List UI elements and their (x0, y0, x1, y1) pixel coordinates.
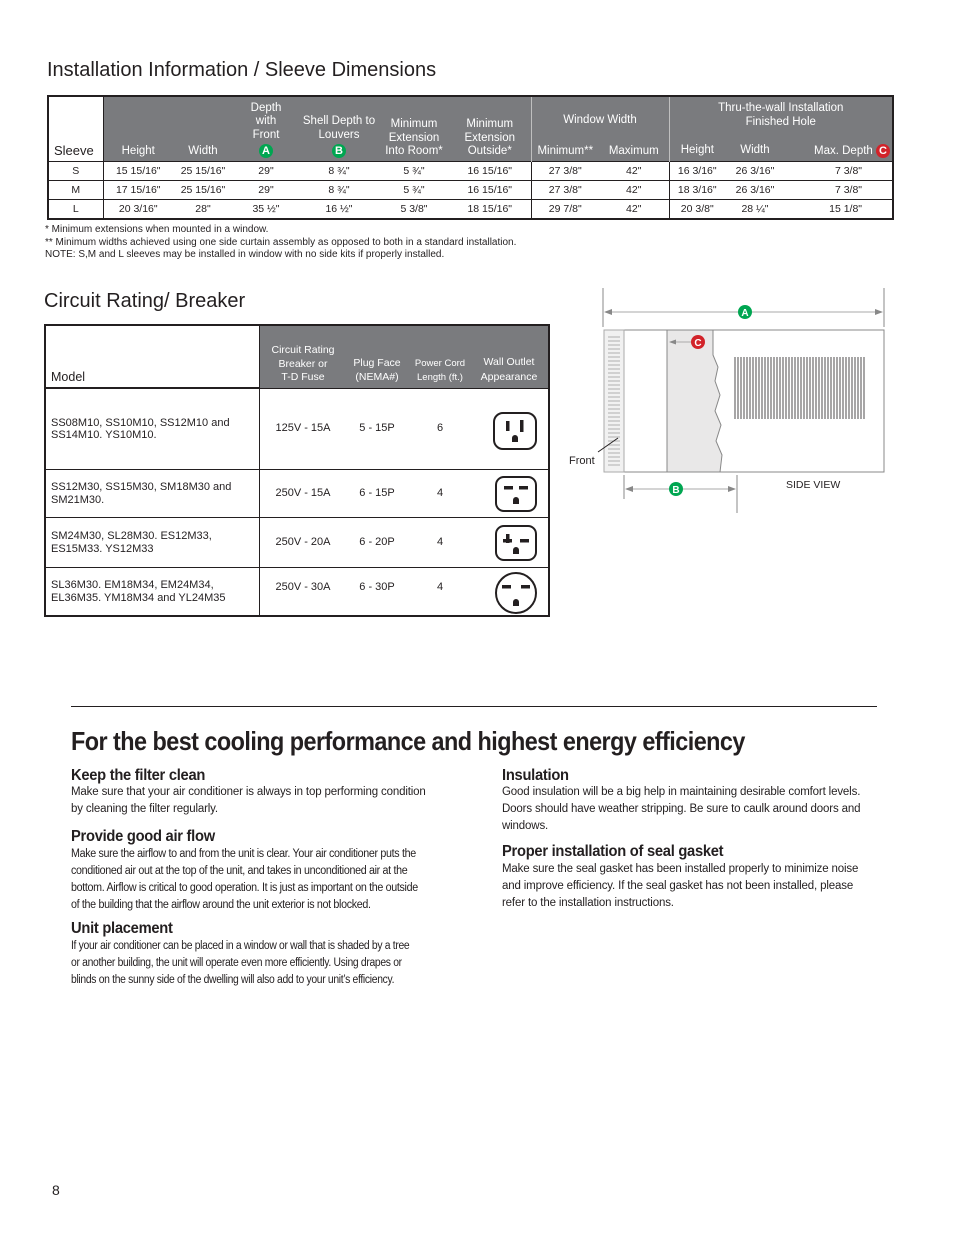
ww-max-cell: 42" (599, 162, 669, 181)
ext-room-cell: 5 ¾" (379, 181, 449, 200)
insulation-text (502, 784, 887, 835)
tw-width-cell: 26 3/16" (725, 162, 785, 181)
placement-text (71, 938, 413, 989)
table-row (48, 200, 893, 219)
marker-c-label: C (694, 338, 702, 349)
width-cell: 25 15/16" (173, 181, 233, 200)
model-cell (46, 470, 260, 517)
footnote-note: NOTE: S,M and L sleeves may be installed in window with no side kits if properly installed. (45, 249, 445, 260)
model-line: EL36M35. YM18M34 and YL24M35 (51, 591, 226, 604)
height-header: Height (103, 96, 173, 162)
text-line: conditioned air out at the top of the unit, and takes in unconditioned air at the (71, 865, 408, 877)
side-view-diagram (560, 285, 890, 517)
circuit-rating-table (44, 324, 550, 617)
sleeve-dimensions-table (47, 95, 894, 220)
plug-header-line: (NEMA#) (355, 370, 399, 383)
ext-out-cell: 18 15/16" (449, 200, 531, 219)
text-line: refer to the installation instructions. (502, 897, 674, 909)
height-cell: 15 15/16" (103, 162, 173, 181)
tips-title: For the best cooling performance and highest energy efficiency (71, 726, 745, 756)
thru-wall-header (669, 96, 893, 162)
tw-max-depth-header: Max. Depth (814, 144, 873, 157)
cord-header (408, 357, 472, 384)
side-view-label: SIDE VIEW (786, 479, 841, 491)
plug-cell: 6 - 20P (359, 536, 395, 548)
ext-out-cell: 16 15/16" (449, 162, 531, 181)
depth-front-label: Depth with Front (250, 102, 282, 141)
table-row (46, 388, 548, 469)
badge-a-icon: A (259, 144, 273, 158)
air-flow-text (71, 846, 424, 914)
marker-a-label: A (741, 308, 749, 319)
tw-width-cell: 26 3/16" (725, 181, 785, 200)
cord-cell: 6 (436, 422, 444, 434)
shell-cell: 8 ¾" (299, 181, 379, 200)
keep-filter-text (71, 784, 451, 818)
min-ext-outside-header: Minimum Extension Outside* (449, 96, 531, 162)
front-label: Front (569, 455, 595, 467)
ww-max-cell: 42" (599, 200, 669, 219)
text-line: bottom. Airflow is critical to good operation. It is just as important on the outside (71, 882, 418, 894)
table-row (48, 181, 893, 200)
shell-cell: 16 ½" (299, 200, 379, 219)
model-line: SS14M10. YS10M10. (51, 429, 157, 441)
sleeve-cell: S (48, 162, 103, 181)
model-line: SS12M30, SS15M30, SM18M30 and (51, 481, 232, 493)
ww-max-cell: 42" (599, 181, 669, 200)
height-cell: 17 15/16" (103, 181, 173, 200)
model-line: SS08M10, SS10M10, SS12M10 and (51, 416, 230, 429)
height-cell: 20 3/16" (103, 200, 173, 219)
text-line: and improve efficiency. If the seal gasket has not been installed, please (502, 880, 854, 892)
text-line: windows. (502, 820, 549, 832)
tw-depth-cell: 15 1/8" (785, 200, 893, 219)
rating-header-line: Breaker or (278, 357, 328, 370)
text-line: or another building, the unit will operate even more efficiently. Using drapes or (71, 957, 402, 969)
badge-c-icon: C (876, 144, 890, 158)
shell-depth-header (299, 96, 379, 162)
model-cell (46, 568, 260, 615)
depth-cell: 29" (233, 181, 299, 200)
tw-height-cell: 20 3/8" (669, 200, 725, 219)
footnote-2: ** Minimum widths achieved using one side curtain assembly as opposed to both in a standard installation. (45, 237, 517, 248)
circuit-header (46, 326, 548, 388)
ext-room-cell: 5 3/8" (379, 200, 449, 219)
window-width-header (531, 96, 669, 162)
shell-depth-label: Shell Depth to Louvers (302, 115, 376, 141)
nema-6-20-outlet-icon (494, 524, 538, 562)
model-line: SL36M30. EM18M34, EM24M34, (51, 579, 214, 591)
ww-min-cell: 29 7/8" (531, 200, 599, 219)
nema-6-15-outlet-icon (494, 475, 538, 513)
ww-min-cell: 27 3/8" (531, 162, 599, 181)
plug-header-line: Plug Face (353, 357, 401, 369)
gasket-heading: Proper installation of seal gasket (502, 843, 724, 860)
text-line: of the building that the airflow around the unit exterior is not blocked. (71, 899, 371, 911)
width-header: Width (173, 96, 233, 162)
model-cell (46, 518, 260, 567)
tw-depth-cell: 7 3/8" (785, 181, 893, 200)
width-cell: 25 15/16" (173, 162, 233, 181)
ww-min-cell: 27 3/8" (531, 181, 599, 200)
placement-heading: Unit placement (71, 920, 173, 937)
sleeve-cell: M (48, 181, 103, 200)
cord-cell: 4 (436, 487, 444, 499)
gasket-text (502, 861, 887, 912)
ext-out-cell: 16 15/16" (449, 181, 531, 200)
depth-cell: 35 ½" (233, 200, 299, 219)
insulation-heading: Insulation (502, 767, 569, 784)
plug-cell: 6 - 30P (359, 581, 395, 593)
text-line: by cleaning the filter regularly. (71, 803, 218, 815)
rating-cell: 250V - 15A (275, 487, 331, 499)
tw-height-cell: 16 3/16" (669, 162, 725, 181)
cord-cell: 4 (436, 581, 444, 593)
air-flow-heading: Provide good air flow (71, 828, 215, 845)
model-header-cell (46, 326, 260, 388)
air-conditioner-side-view (560, 285, 890, 517)
text-line: blinds on the sunny side of the dwelling will also add to your unit’s efficiency. (71, 974, 395, 986)
ww-min-header: Minimum** (537, 144, 594, 157)
marker-b-label: B (672, 485, 680, 496)
depth-cell: 29" (233, 162, 299, 181)
plug-header (346, 357, 408, 384)
text-line: Make sure the seal gasket has been installed properly to minimize noise (502, 863, 859, 875)
sleeve-cell: L (48, 200, 103, 219)
plug-cell: 6 - 15P (359, 487, 395, 499)
tw-depth-cell: 7 3/8" (785, 162, 893, 181)
rating-header-line: Circuit Rating (271, 344, 335, 356)
rating-cell: 250V - 20A (275, 536, 331, 548)
rating-cell: 250V - 30A (275, 581, 331, 593)
tw-width-header: Width (740, 144, 770, 157)
rating-header-line: T-D Fuse (281, 371, 325, 383)
model-line: SM21M30. (51, 493, 105, 506)
text-line: Doors should have weather stripping. Be sure to caulk around doors and (502, 803, 861, 815)
text-line: Make sure that your air conditioner is always in top performing condition (71, 786, 426, 798)
nema-6-30-outlet-icon (493, 571, 539, 615)
installation-title: Installation Information / Sleeve Dimensions (47, 59, 437, 81)
tw-height-header: Height (680, 144, 714, 157)
shell-cell: 8 ¾" (299, 162, 379, 181)
ww-max-header: Maximum (608, 144, 659, 157)
plug-cell: 5 - 15P (359, 422, 395, 434)
cord-cell: 4 (436, 536, 444, 548)
keep-filter-heading: Keep the filter clean (71, 767, 206, 784)
sleeve-header: Sleeve (48, 96, 103, 162)
min-ext-room-header: Minimum Extension Into Room* (379, 96, 449, 162)
outlet-header (472, 355, 546, 385)
text-line: Good insulation will be a big help in maintaining desirable comfort levels. (502, 786, 861, 798)
tw-width-cell: 28 ¼" (725, 200, 785, 219)
text-line: Make sure the airflow to and from the unit is clear. Your air conditioner puts the (71, 848, 416, 860)
thru-wall-label: Thru-the-wall Installation Finished Hole (718, 102, 844, 128)
table-row (48, 162, 893, 181)
table-row (46, 469, 548, 517)
sleeve-table-header-row (48, 96, 893, 162)
width-cell: 28" (173, 200, 233, 219)
model-header: Model (51, 370, 86, 384)
rating-header (260, 344, 346, 385)
model-line: SM24M30, SL28M30. ES12M33, (51, 530, 212, 542)
window-width-label: Window Width (563, 114, 637, 127)
model-line: ES15M33. YS12M33 (51, 542, 154, 555)
table-row (46, 567, 548, 615)
model-cell (46, 389, 260, 469)
tw-height-cell: 18 3/16" (669, 181, 725, 200)
text-line: If your air conditioner can be placed in a window or wall that is shaded by a tree (71, 940, 410, 952)
section-divider (71, 706, 877, 707)
table-row (46, 517, 548, 567)
circuit-title: Circuit Rating/ Breaker (44, 290, 246, 312)
ext-room-cell: 5 ¾" (379, 162, 449, 181)
page-number: 8 (52, 1182, 60, 1198)
rating-cell: 125V - 15A (275, 422, 331, 434)
outlet-header-line: Wall Outlet (483, 356, 535, 368)
nema-5-15-outlet-icon (492, 411, 538, 451)
cord-header-line: Length (ft.) (417, 371, 463, 383)
footnote-1: * Minimum extensions when mounted in a window. (45, 224, 269, 235)
depth-front-header (233, 96, 299, 162)
badge-b-icon: B (332, 144, 346, 158)
cord-header-line: Power Cord (414, 358, 466, 369)
outlet-header-line: Appearance (480, 371, 538, 383)
